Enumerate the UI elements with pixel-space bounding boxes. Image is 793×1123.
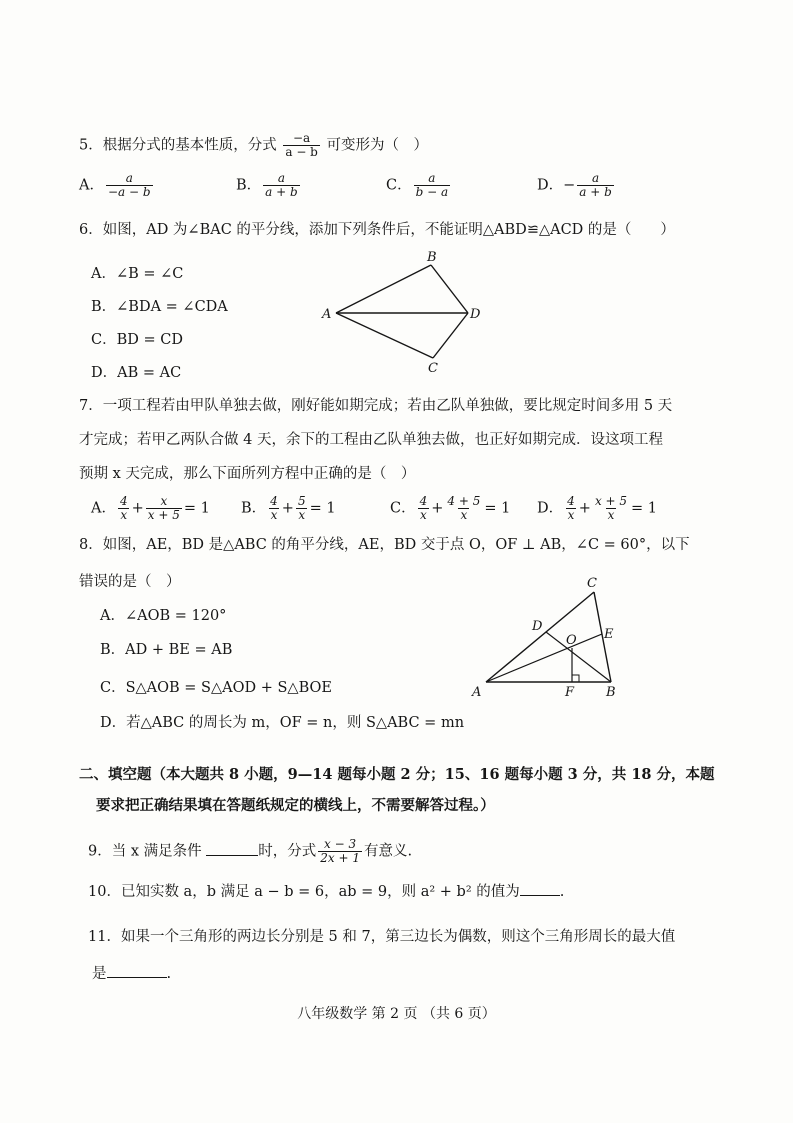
- q6-label-c: C: [428, 361, 438, 376]
- q7-option-b-label: B．: [241, 500, 267, 517]
- q9-post: 有意义.: [363, 843, 413, 860]
- q5-option-b-frac: [263, 172, 300, 199]
- q7-option-b-f2n: 5: [297, 494, 306, 508]
- q7-option-d-label: D．: [537, 500, 564, 517]
- q8-label-b: B: [606, 685, 616, 700]
- q8-label-f: F: [565, 685, 575, 700]
- q7-line1: 7．一项工程若由甲队单独去做，刚好能如期完成；若由乙队单独做，要比规定时间多用 5 天: [79, 398, 673, 414]
- q8-bisector-ae: [486, 634, 602, 682]
- q8-label-a: A: [472, 685, 482, 700]
- section2-line2: 要求把正确结果填在答题纸规定的横线上，不需要解答过程。）: [96, 797, 495, 814]
- q7-line3: 预期 x 天完成，那么下面所列方程中正确的是（ ）: [79, 466, 416, 482]
- q5-stem-text: 5．根据分式的基本性质，分式: [79, 137, 277, 154]
- q8-line1: 8．如图，AE，BD 是△ABC 的角平分线，AE，BD 交于点 O，OF ⊥ AB，∠C = 60°，以下: [79, 537, 690, 553]
- q6-label-d: D: [470, 307, 481, 322]
- q5-option-a-frac: [106, 172, 153, 199]
- q7-option-d-rhs: = 1: [631, 500, 658, 517]
- q5-option-d-frac: [577, 172, 614, 199]
- q9-pre: 9．当 x 满足条件: [88, 843, 202, 860]
- q7-option-a-f1d: x: [120, 508, 128, 522]
- q7-option-a-label: A．: [91, 500, 116, 517]
- q5-option-c: [386, 172, 452, 199]
- q10-answer-blank[interactable]: [520, 881, 560, 896]
- q8-option-a: A．∠AOB = 120°: [100, 608, 227, 624]
- q6-line-bd: [431, 265, 468, 313]
- q7-option-c-rhs: = 1: [484, 500, 511, 517]
- q9-frac-den: 2x + 1: [320, 851, 360, 865]
- q7-option-d-f1n: 4: [567, 494, 575, 508]
- q5-option-b-label: B．: [236, 177, 262, 194]
- q7-option-a: A． $\frac{4}{x}$ + $\frac{x}{x + 5}$ = 1: [91, 494, 210, 522]
- q7-option-d: D． $\frac{4}{x}$ + $\frac{x + 5}{x}$ = 1: [537, 494, 658, 522]
- q5-option-c-den: b − a: [415, 185, 449, 199]
- q8-side-ac: [486, 592, 594, 682]
- q7-option-a-f1: [118, 495, 130, 522]
- q8-right-angle-mark: [572, 675, 579, 682]
- q7-option-d-f2n: x + 5: [594, 494, 628, 508]
- q8-label-c: C: [587, 576, 597, 591]
- q5-option-b-den: a + b: [265, 185, 298, 199]
- q7-option-a-f2n: x: [160, 494, 168, 508]
- q9: [88, 838, 412, 865]
- q6-label-a: A: [322, 307, 332, 322]
- q7-option-c-f2n: 4 + 5: [447, 494, 481, 508]
- q5-stem: [79, 132, 428, 159]
- q5-option-d-neg: −: [563, 177, 576, 194]
- q7-option-c-f1: [418, 495, 430, 522]
- q7-option-a-f2: [146, 495, 182, 522]
- q6-option-a: A．∠B = ∠C: [91, 266, 184, 282]
- q11-post: .: [166, 966, 172, 982]
- q10-text: 10．已知实数 a，b 满足 a − b = 6，ab = 9，则 a² + b² 的值为: [88, 884, 520, 900]
- q7-option-c-f2d: x: [460, 508, 468, 522]
- q7-line2: 才完成；若甲乙两队合做 4 天，余下的工程由乙队单独去做，也正好如期完成．设这项工程: [79, 432, 663, 448]
- q5-frac-num: −a: [293, 131, 311, 145]
- q5-option-d-num: a: [591, 171, 600, 185]
- q10: [88, 880, 564, 901]
- q8-option-d: D．若△ABC 的周长为 m，OF = n，则 S△ABC = mn: [100, 715, 465, 731]
- q7-option-b-rhs: = 1: [309, 500, 336, 517]
- q8-figure: [470, 570, 630, 702]
- q7-option-d-f2: [593, 495, 629, 522]
- q7-option-b-f2: [296, 495, 308, 522]
- q5-option-a: [79, 172, 155, 199]
- q7-option-a-rhs: = 1: [183, 500, 210, 517]
- q5-option-b-num: a: [277, 171, 285, 185]
- q5-fraction: [283, 132, 320, 159]
- q6-line-cd: [433, 313, 468, 358]
- q5-frac-den: a − b: [285, 145, 318, 159]
- q10-post: .: [559, 884, 565, 900]
- q5-option-a-num: a: [125, 171, 133, 185]
- q7-option-d-f1: [565, 495, 577, 522]
- q5-option-c-frac: [414, 172, 451, 199]
- q5-option-a-label: A．: [79, 177, 104, 194]
- q7-option-a-f1n: 4: [119, 494, 128, 508]
- q6-option-d: D．AB = AC: [91, 365, 182, 381]
- q7-option-c: C． $\frac{4}{x}$ + $\frac{4 + 5}{x}$ = 1: [390, 494, 511, 522]
- q7-option-c-label: C．: [390, 500, 416, 517]
- q7-option-b-f1n: 4: [270, 494, 278, 508]
- q6-option-c: C．BD = CD: [91, 332, 183, 348]
- q5-option-d-den: a + b: [579, 185, 612, 199]
- q6-line-ac: [336, 313, 433, 358]
- q5-stem-tail: 可变形为（ ）: [326, 137, 428, 154]
- q11-line2: [92, 962, 171, 983]
- q6-figure: [318, 246, 494, 376]
- section2-line1: 二、填空题（本大题共 8 小题，9—14 题每小题 2 分；15、16 题每小题 3 分，共 18 分，本题: [79, 766, 715, 783]
- q7-option-b-f1: [268, 495, 280, 522]
- q5-option-c-num: a: [428, 171, 436, 185]
- q7-option-d-f2d: x: [607, 508, 615, 522]
- q8-label-d: D: [532, 619, 543, 634]
- q8-line2: 错误的是（ ）: [79, 574, 181, 590]
- q5-option-d-label: D．: [537, 177, 564, 194]
- q7-option-c-f1d: x: [420, 508, 427, 522]
- q7-option-a-f2d: x + 5: [147, 508, 180, 522]
- q7-option-b-f1d: x: [270, 508, 278, 522]
- page-footer: 八年级数学 第 2 页 （共 6 页）: [297, 1006, 496, 1022]
- q8-option-b: B．AD + BE = AB: [100, 642, 233, 658]
- q7-option-c-f1n: 4: [419, 494, 428, 508]
- q11-line2-text: 是: [92, 966, 107, 982]
- q6-option-b: B．∠BDA = ∠CDA: [91, 299, 228, 315]
- q7-option-d-f1d: x: [567, 508, 575, 522]
- q5-option-c-label: C．: [386, 177, 412, 194]
- q6-label-b: B: [427, 250, 437, 265]
- q5-option-d: [537, 172, 616, 199]
- q11-line1: 11．如果一个三角形的两边长分别是 5 和 7，第三边长为偶数，则这个三角形周长的最大值: [88, 929, 676, 945]
- q9-fraction: [318, 838, 362, 865]
- q9-frac-num: x − 3: [324, 837, 357, 851]
- q6-line-ab: [336, 265, 431, 313]
- q11-answer-blank[interactable]: [107, 963, 167, 978]
- q9-mid: 时，分式: [258, 843, 317, 860]
- q5-option-a-den: −a − b: [107, 185, 151, 199]
- q7-option-b-f2d: x: [298, 508, 306, 522]
- q9-answer-blank[interactable]: [206, 841, 258, 856]
- q6-stem: 6．如图，AD 为∠BAC 的平分线，添加下列条件后，不能证明△ABD≌△ACD 的是（ ）: [79, 222, 675, 238]
- q8-option-c: C．S△AOB = S△AOD + S△BOE: [100, 680, 332, 696]
- q8-label-e: E: [604, 627, 614, 642]
- q7-option-b: B． $\frac{4}{x}$ + $\frac{5}{x}$ = 1: [241, 494, 336, 522]
- q7-option-c-f2: [445, 495, 482, 522]
- q5-option-b: [236, 172, 302, 199]
- q8-label-o: O: [566, 633, 577, 648]
